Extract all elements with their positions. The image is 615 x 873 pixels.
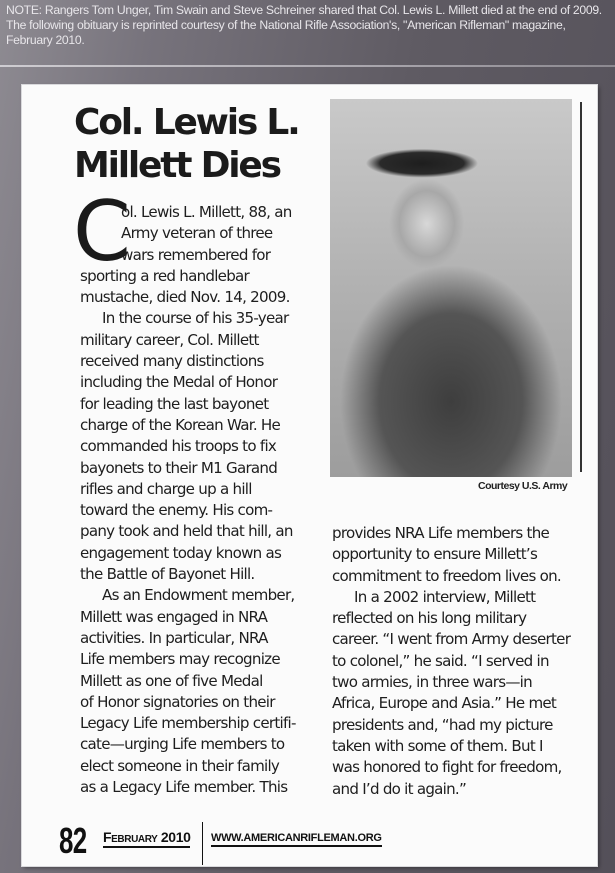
text-line: cate—urging Life members to xyxy=(80,735,285,754)
text-line: commanded his troops to fix xyxy=(80,437,277,456)
text-line: of Honor signatories on their xyxy=(80,692,275,711)
portrait-photo xyxy=(330,99,572,477)
text-line: was honored to fight for freedom, xyxy=(332,758,562,777)
text-line: reflected on his long military xyxy=(332,609,527,628)
magazine-page xyxy=(22,85,597,866)
title-line-2: Millett Dies xyxy=(74,145,280,186)
text-line: including the Medal of Honor xyxy=(80,373,278,392)
text-line: Millett was engaged in NRA xyxy=(80,607,268,626)
header-divider xyxy=(0,65,615,67)
text-line: engagement today known as xyxy=(80,543,282,562)
text-line: to colonel,” he said. “I served in xyxy=(332,651,549,670)
article-title xyxy=(74,101,334,187)
article-column-left xyxy=(73,183,330,798)
text-line: pany took and held that hill, an xyxy=(80,522,293,541)
text-line: charge of the Korean War. He xyxy=(80,415,281,434)
text-line: elect someone in their family xyxy=(80,756,280,775)
text-line: as a Legacy Life member. This xyxy=(80,778,288,797)
text-line: presidents and, “had my picture xyxy=(332,715,553,734)
text-line: toward the enemy. His com- xyxy=(80,501,273,520)
text-line: commitment to freedom lives on. xyxy=(332,566,561,585)
text-line: two armies, in three wars—in xyxy=(332,673,532,692)
footer-separator xyxy=(202,822,203,865)
text-line: wars remembered for xyxy=(121,245,271,264)
issue-date: February 2010 xyxy=(103,829,190,848)
text-line: rifles and charge up a hill xyxy=(80,479,252,498)
drop-cap: C xyxy=(73,183,131,280)
text-line: Life members may recognize xyxy=(80,650,280,669)
text-line: the Battle of Bayonet Hill. xyxy=(80,565,255,584)
text-line: provides NRA Life members the xyxy=(332,524,550,542)
text-line: received many distinctions xyxy=(80,352,264,371)
intro-note: NOTE: Rangers Tom Unger, Tim Swain and Steve Schreiner shared that Col. Lewis L. Millett died at the end of 2009. The following obituary is reprinted courtesy of the National Rifle Association's, "American Rifleman" magazine, February 2010. xyxy=(6,3,602,47)
text-line: Millett as one of five Medal xyxy=(80,671,263,690)
text-line: Legacy Life membership certifi- xyxy=(80,714,296,733)
magazine-url: WWW.AMERICANRIFLEMAN.ORG xyxy=(211,832,382,847)
text-line: bayonets to their M1 Garand xyxy=(80,458,278,477)
text-line: mustache, died Nov. 14, 2009. xyxy=(80,288,290,307)
article-column-right xyxy=(332,523,592,800)
text-line: opportunity to ensure Millett’s xyxy=(332,545,538,564)
text-line: and I’d do it again.” xyxy=(332,779,467,798)
text-line: Army veteran of three xyxy=(121,224,273,243)
text-line: military career, Col. Millett xyxy=(80,330,259,349)
text-line: taken with some of them. But I xyxy=(332,736,543,755)
text-line: As an Endowment member, xyxy=(102,586,295,605)
photo-credit: Courtesy U.S. Army xyxy=(478,480,568,492)
text-line: In the course of his 35-year xyxy=(102,309,289,328)
page-number: 82 xyxy=(59,820,87,861)
text-line: activities. In particular, NRA xyxy=(80,628,268,647)
text-line: In a 2002 interview, Millett xyxy=(354,587,536,606)
text-line: career. “I went from Army deserter xyxy=(332,630,571,649)
text-line: for leading the last bayonet xyxy=(80,394,269,413)
title-line-1: Col. Lewis L. xyxy=(74,102,299,143)
text-line: ol. Lewis L. Millett, 88, an xyxy=(121,203,292,221)
column-rule xyxy=(580,102,582,472)
text-line: sporting a red handlebar xyxy=(80,266,250,285)
text-line: Africa, Europe and Asia.” He met xyxy=(332,694,557,713)
